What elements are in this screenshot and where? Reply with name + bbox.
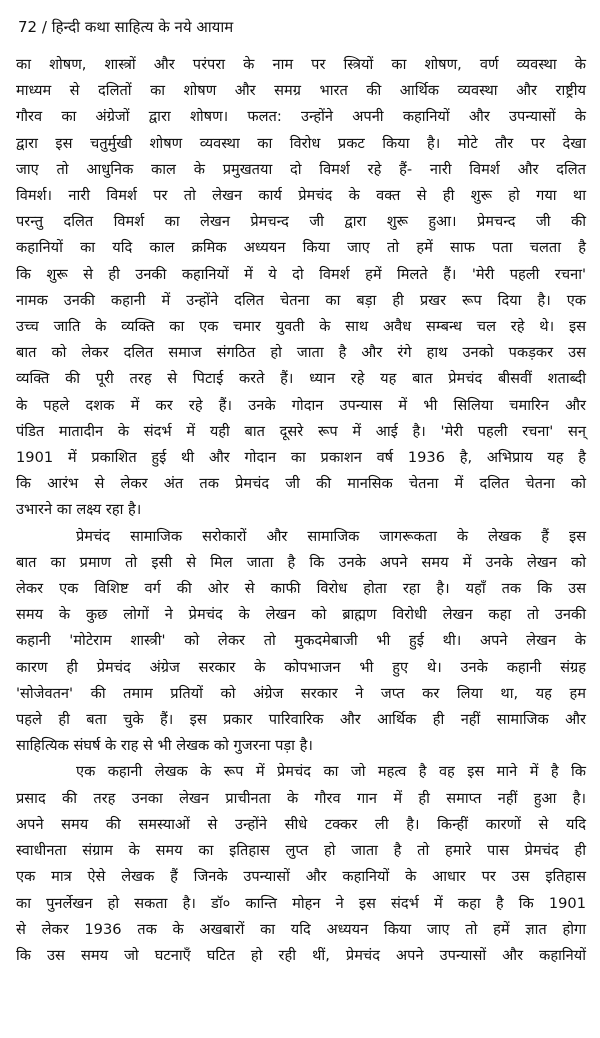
text-line: कि शुरू से ही उनकी कहानियों में ये दो विमर्श हमें मिलते हैं। 'मेरी पहली रचना' — [16, 265, 586, 283]
text-line: बात को लेकर दलित समाज संगठित हो जाता है और रंगे हाथ उनको पकड़कर उस — [16, 344, 586, 362]
book-title: हिन्दी कथा साहित्य के नये आयाम — [51, 18, 234, 36]
text-line: विमर्श। नारी विमर्श पर तो लेखन कार्य प्रेमचंद के वक्त से ही शुरू हो गया था — [16, 187, 586, 205]
text-line: के पहले दशक में कर रहे हैं। उनके गोदान उपन्यास में भी सिलिया चमारिन और — [16, 396, 586, 414]
text-line: प्रसाद की तरह उनका लेखन प्राचीनता के गौरव गान में ही समाप्त नहीं हुआ है। — [16, 789, 586, 807]
text-line: उभारने का लक्ष्य रहा है। — [16, 501, 142, 519]
text-line: गौरव का अंग्रेजों द्वारा शोषण। फलत: उन्होंने अपनी कहानियों और उपन्यासों के — [16, 108, 586, 126]
text-line: कि उस समय जो घटनाएँ घटित हो रही थीं, प्रेमचंद अपने उपन्यासों और कहानियों — [16, 946, 586, 964]
paragraph — [16, 524, 586, 760]
text-line: परन्तु दलित विमर्श का लेखन प्रेमचन्द जी द्वारा शुरू हुआ। प्रेमचन्द जी की — [16, 213, 586, 231]
text-line: साहित्यिक संघर्ष के राह से भी लेखक को गुजरना पड़ा है। — [16, 737, 313, 755]
text-line: पंडित मातादीन के संदर्भ में यही बात दूसरे रूप में आई है। 'मेरी पहली रचना' सन् — [16, 422, 586, 440]
text-line: 1901 में प्रकाशित हुई थी और गोदान का प्रकाशन वर्ष 1936 है, अभिप्राय यह है — [16, 449, 586, 467]
text-line: कहानी 'मोटेराम शास्त्री' को लेकर तो मुकदमेबाजी भी हुई थी। अपने लेखन के — [16, 632, 586, 650]
text-line: माध्यम से दलितों का शोषण और समग्र भारत की आर्थिक व्यवस्था और राष्ट्रीय — [16, 82, 586, 100]
text-line: कि आरंभ से लेकर अंत तक प्रेमचंद जी की मानसिक चेतना में दलित चेतना को — [16, 475, 586, 493]
text-line: एक मात्र ऐसे लेखक हैं जिनके उपन्यासों और कहानियों के आधार पर उस इतिहास — [16, 868, 586, 886]
text-line: का पुनर्लेखन हो सकता है। डॉ० कान्ति मोहन ने इस संदर्भ में कहा है कि 1901 — [16, 894, 586, 912]
text-line: 'सोजेवतन' की तमाम प्रतियों को अंग्रेज सरकार ने जप्त कर लिया था, यह हम — [16, 684, 586, 702]
text-line: कहानियों का यदि काल क्रमिक अध्ययन किया जाए तो हमें साफ पता चलता है — [16, 239, 586, 257]
text-line: कारण ही प्रेमचंद अंग्रेज सरकार के कोपभाजन भी हुए थे। उनके कहानी संग्रह — [16, 658, 586, 676]
text-line: द्वारा इस चतुर्मुखी शोषण व्यवस्था का विरोध प्रकट किया है। मोटे तौर पर देखा — [16, 134, 586, 152]
text-line: प्रेमचंद सामाजिक सरोकारों और सामाजिक जागरूकता के लेखक हैं इस — [76, 527, 586, 545]
running-header — [18, 16, 586, 38]
page-number: 72 — [18, 18, 38, 36]
text-line: का शोषण, शास्त्रों और परंपरा के नाम पर स्त्रियों का शोषण, वर्ण व्यवस्था के — [16, 56, 586, 73]
text-line: व्यक्ति की पूरी तरह से पिटाई करते हैं। ध्यान रहे यह बात प्रेमचंद बीसवीं शताब्दी — [16, 370, 586, 388]
text-line: उच्च जाति के व्यक्ति का एक चमार युवती के साथ अवैध सम्बन्ध चल रहे थे। इस — [16, 318, 586, 336]
text-line: पहले ही बता चुके हैं। इस प्रकार पारिवारिक और आर्थिक ही नहीं सामाजिक और — [16, 711, 586, 729]
text-line: लेकर एक विशिष्ट वर्ग की ओर से काफी विरोध होता रहा है। यहाँ तक कि उस — [16, 580, 586, 598]
text-line: समय के कुछ लोगों ने प्रेमचंद के लेखन को ब्राह्मण विरोधी लेखन कहा तो उनकी — [16, 606, 586, 624]
text-line: जाए तो आधुनिक काल के प्रमुखतया दो विमर्श रहे हैं- नारी विमर्श और दलित — [16, 160, 586, 178]
header-separator: / — [41, 18, 47, 36]
body-text — [16, 52, 586, 969]
text-line: नामक उनकी कहानी में उन्होंने दलित चेतना का बड़ा ही प्रखर रूप दिया है। एक — [16, 291, 586, 309]
paragraph — [16, 759, 586, 969]
text-line: अपने समय की समस्याओं से उन्होंने सीधे टक्कर ली है। किन्हीं कारणों से यदि — [16, 815, 586, 833]
paragraph — [16, 52, 586, 524]
text-line: से लेकर 1936 तक के अखबारों का यदि अध्ययन किया जाए तो हमें ज्ञात होगा — [16, 920, 586, 938]
text-line: एक कहानी लेखक के रूप में प्रेमचंद का जो महत्व है वह इस माने में है कि — [76, 763, 586, 781]
text-line: बात का प्रमाण तो इसी से मिल जाता है कि उनके अपने समय में उनके लेखन को — [16, 553, 586, 571]
text-line: स्वाधीनता संग्राम के समय का इतिहास लुप्त हो जाता है तो हमारे पास प्रेमचंद ही — [16, 842, 586, 860]
